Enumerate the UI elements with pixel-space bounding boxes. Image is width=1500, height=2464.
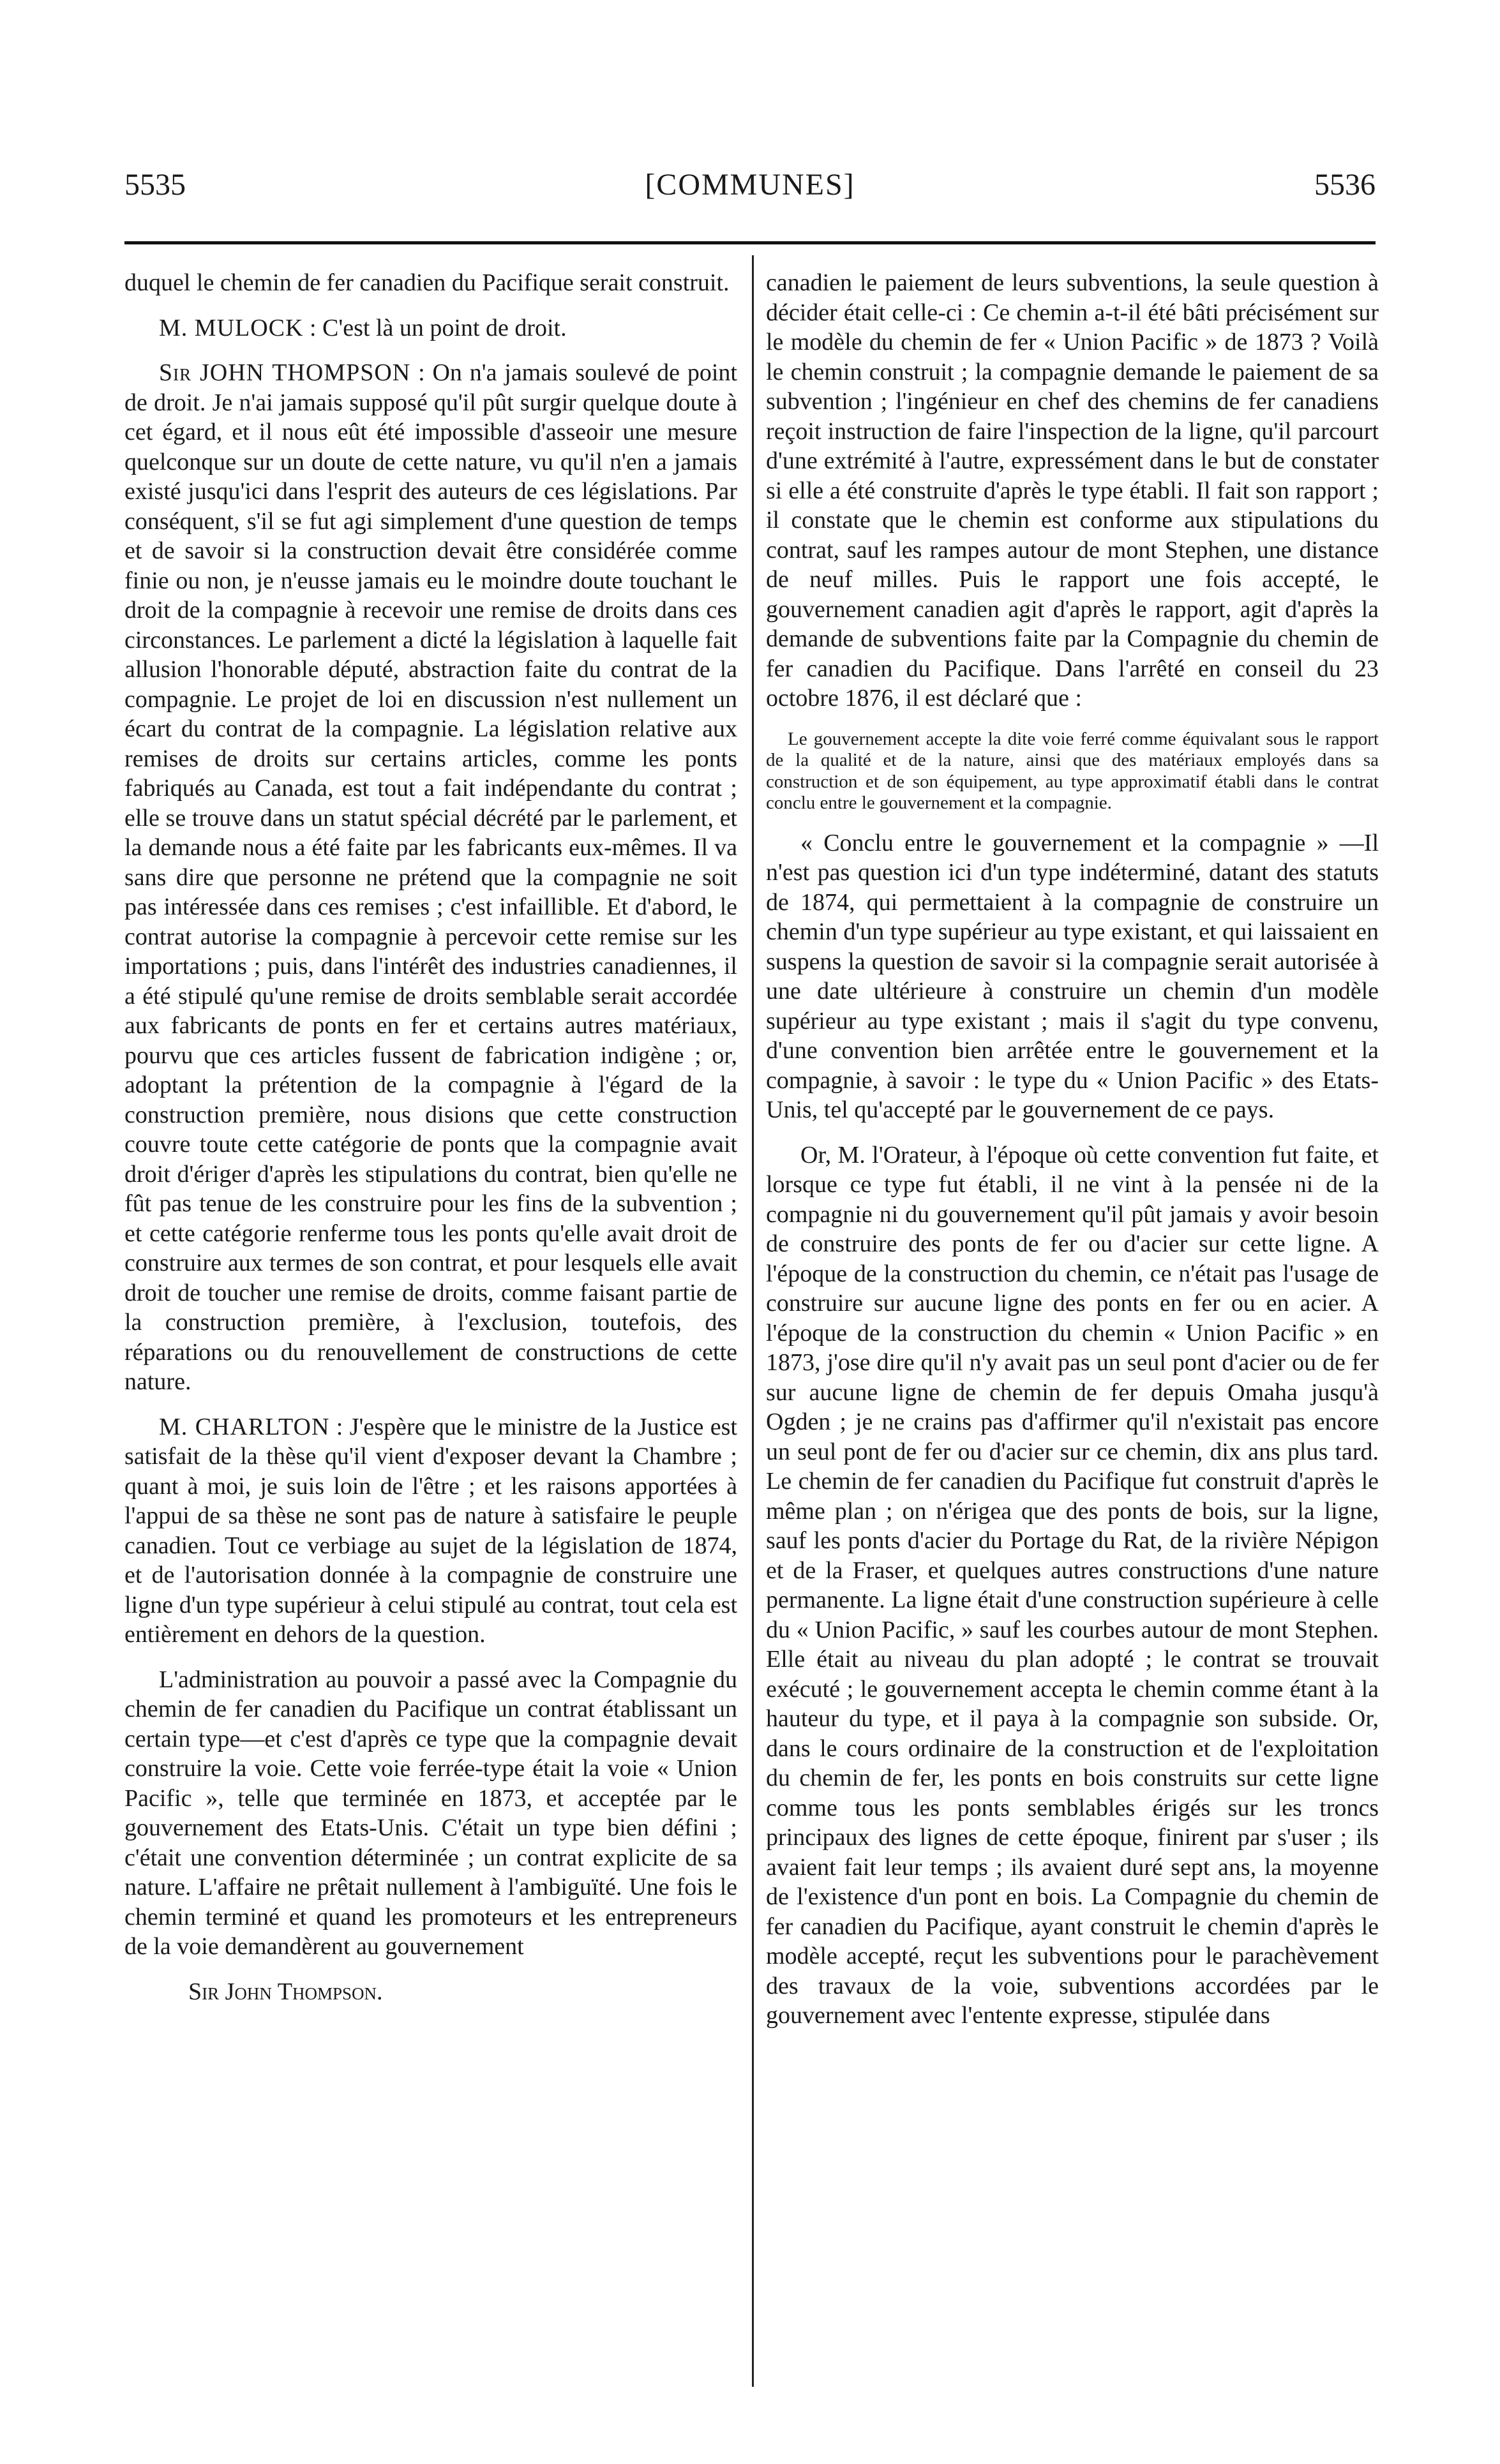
speech-paragraph [124, 1412, 737, 1650]
paragraph: duquel le chemin de fer canadien du Pacifique serait construit. [124, 269, 730, 296]
paragraph: canadien le paiement de leurs subventions, la seule question à décider était celle-ci : Ce chemin a-t-il été bâti précisément sur le modèle du chemin de fer « Union Pacific » de 1873 ? Voilà le chemin construit ; la compagnie demande le paiement de sa subvention ; l'ingénieur en chef des chemins de fer canadiens reçoit instruction de faire l'inspection de la ligne, qu'il parcourt d'une extrémité à l'autre, expressément dans le but de constater si elle a été construite d'après le type établi. Il fait son rapport ; il constate que le chemin est conforme aux stipulations du contrat, sauf les rampes autour de mont Stephen, une distance de neuf milles. Puis le rapport une fois accepté, le gouvernement canadien agit d'après le rapport, agit d'après la demande de subventions faite par la Compagnie du chemin de fer canadien du Pacifique. Dans l'arrêté en conseil du 23 octobre 1876, il est déclaré que : [766, 269, 1379, 712]
speaker-name: M. CHARLTON [159, 1413, 330, 1440]
page-header [124, 167, 1376, 218]
speaker-name: Sir JOHN THOMPSON [159, 359, 411, 386]
speaker-name: M. MULOCK [159, 314, 304, 341]
paragraph: L'administration au pouvoir a passé avec la Compagnie du chemin de fer canadien du Pacifique un contrat établissant un certain type—et c'est d'après ce type que la compagnie devait construire la voie. Cette voie ferrée-type était la voie « Union Pacific », telle que terminée en 1873, et acceptée par le gouvernement des Etats-Unis. C'était un type bien défini ; c'était une convention déterminée ; un contrat explicite de sa nature. L'affaire ne prêtait nullement à l'ambiguïté. Une fois le chemin terminé et quand les promoteurs et les entrepreneurs de la voie demandèrent au gouvernement [124, 1666, 737, 1960]
header-rule [124, 241, 1376, 244]
speech-text: : On n'a jamais soulevé de point de droit. Je n'ai jamais supposé qu'il pût surgir quelque doute à cet égard, et il nous eût été impossible d'asseoir une mesure quelconque sur un doute de cette nature, vu qu'il n'en a jamais existé jusqu'ici dans l'esprit des auteurs de ces législations. Par conséquent, s'il se fut agi simplement d'une question de temps et de savoir si la construction devait être considérée comme finie ou non, je n'eusse jamais eu le moindre doute touchant le droit de la compagnie à recevoir une remise de droits dans ces circonstances. Le parlement a dicté la législation à laquelle fait allusion l'honorable député, abstraction faite du contrat de la compagnie. Le projet de loi en discussion n'est nullement un écart du contrat de la compagnie. La législation relative aux remises de droits sur certains articles, comme les ponts fabriqués au Canada, est tout a fait indépendante du contrat ; elle se trouve dans un statut spécial décrété par le parlement, et la demande nous a été faite par les fabricants eux-mêmes. Il va sans dire que personne ne prétend que la compagnie ne soit pas intéressée dans ces remises ; c'est infaillible. Et d'abord, le contrat autorise la compagnie à percevoir cette remise sur les importations ; puis, dans l'intérêt des industries canadiennes, il a été stipulé qu'une remise de droits semblable serait accordée aux fabricants de ponts en fer et certains autres matériaux, pourvu que ces articles fussent de fabrication indigène ; or, adoptant la prétention de la compagnie à l'égard de la construction première, nous disions que cette construction couvre toute cette catégorie de ponts que la compagnie avait droit d'ériger d'après les stipulations du contrat, bien qu'elle ne fût pas tenue de les construire pour les fins de la subvention ; et cette catégorie renferme tous les ponts qu'elle avait droit de construire aux termes de son contrat, et pour lesquels elle avait droit de toucher une remise de droits, comme faisant partie de la construction première, à l'exclusion, toutefois, des réparations ou du renouvellement de constructions de cette nature. [124, 359, 737, 1395]
interjection-speaker: Sir John Thompson. [188, 1978, 383, 2005]
page-number-left: 5535 [124, 168, 186, 202]
speech-text: : J'espère que le ministre de la Justice est satisfait de la thèse qu'il vient d'exposer devant la Chambre ; quant à moi, je suis loin de l'être ; et les raisons apportées à l'appui de sa thèse ne sont pas de nature à satisfaire le peuple canadien. Tout ce verbiage au sujet de la législation de 1874, et de l'autorisation donnée à la compagnie de construire une ligne d'un type supérieur à celui stipulé au contrat, tout cela est entièrement en dehors de la question. [124, 1413, 737, 1648]
right-column [766, 268, 1379, 2046]
quoted-order-in-council: Le gouvernement accepte la dite voie ferré comme équivalant sous le rapport de la qualité et de la nature, ainsi que des matériaux employés dans sa construction et de son équipement, au type approximatif établi dans le contrat conclu entre le gouvernement et la compagnie. [766, 728, 1379, 813]
speech-paragraph [124, 313, 737, 343]
speech-text: : C'est là un point de droit. [303, 314, 567, 341]
speech-paragraph [124, 358, 737, 1397]
left-column [124, 268, 737, 2022]
column-divider [752, 255, 754, 2387]
paragraph: « Conclu entre le gouvernement et la compagnie » —Il n'est pas question ici d'un type indéterminé, datant des statuts de 1874, qui permettaient à la compagnie de construire un chemin d'un type supérieur au type existant, et qui laissaient en suspens la question de savoir si la compagnie serait autorisée à une date ultérieure à construire un chemin d'un modèle supérieur au type existant ; mais il s'agit du type convenu, d'une convention bien arrêtée entre le gouvernement et la compagnie, à savoir : le type du « Union Pacific » des Etats-Unis, tel qu'accepté par le gouvernement de ce pays. [766, 829, 1379, 1123]
running-title: [COMMUNES] [645, 168, 855, 202]
page-number-right: 5536 [1314, 168, 1376, 202]
paragraph: Or, M. l'Orateur, à l'époque où cette convention fut faite, et lorsque ce type fut établi, il ne vint à la pensée ni de la compagnie ni du gouvernement qu'il pût jamais y avoir besoin de construire des ponts de fer ou d'acier sur cette ligne. A l'époque de la construction du chemin, ce n'était pas l'usage de construire sur aucune ligne des ponts en fer ou en acier. A l'époque de la construction du chemin « Union Pacific » en 1873, j'ose dire qu'il n'y avait pas un seul pont d'acier ou de fer sur aucune ligne de chemin de fer depuis Omaha jusqu'à Ogden ; je ne crains pas d'affirmer qu'il n'existait pas encore un seul pont de fer ou d'acier sur ce chemin, dix ans plus tard. Le chemin de fer canadien du Pacifique fut construit d'après le même plan ; on n'érigea que des ponts de bois, sur la ligne, sauf les ponts d'acier du Portage du Rat, de la rivière Népigon et de la Fraser, et quelques autres constructions d'une nature permanente. La ligne était d'une construction supérieure à celle du « Union Pacific, » sauf les courbes autour de mont Stephen. Elle était au niveau du plan adopté ; le contrat se trouvait exécuté ; le gouvernement accepta le chemin comme étant à la hauteur du type, et il paya à la compagnie son subside. Or, dans le cours ordinaire de la construction et de l'exploitation du chemin de fer, les ponts en bois construits sur cette ligne comme tous les ponts semblables érigés sur les troncs principaux des lignes de cette époque, finirent par s'user ; ils avaient fait leur temps ; ils avaient duré sept ans, la moyenne de l'existence d'un pont en bois. La Compagnie du chemin de fer canadien du Pacifique, ayant construit le chemin d'après le modèle accepté, reçut les subventions pour le parachèvement des travaux de la voie, subventions accordées par le gouvernement avec l'entente expresse, stipulée dans [766, 1141, 1379, 2029]
